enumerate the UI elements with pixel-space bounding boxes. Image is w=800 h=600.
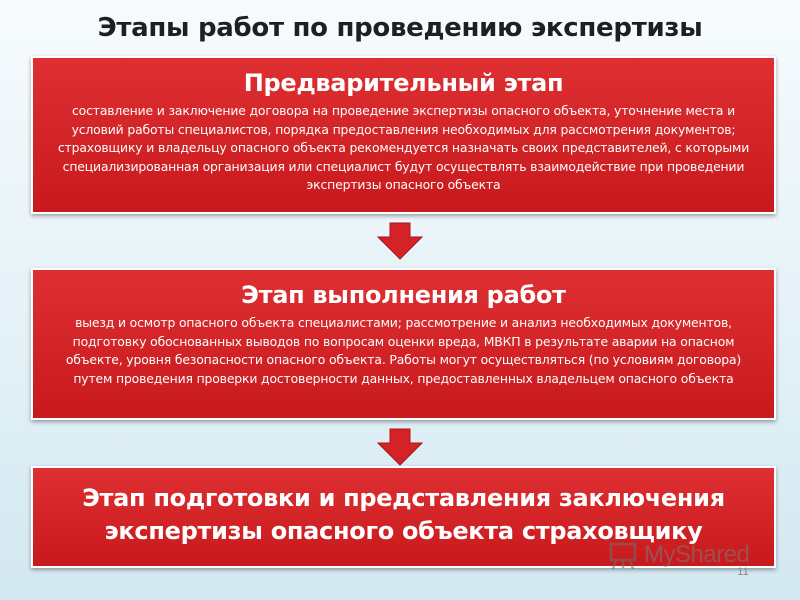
stage-title: Этап выполнения работ: [241, 281, 566, 309]
presentation-board-icon: [608, 540, 638, 570]
down-arrow-icon: [377, 222, 423, 260]
stage-title: Предварительный этап: [243, 69, 564, 97]
page-number: 11: [737, 566, 749, 578]
down-arrow-icon: [377, 428, 423, 466]
slide-title: Этапы работ по проведению экспертизы: [97, 13, 703, 43]
stage-preliminary: [31, 56, 776, 214]
stage-execution: [31, 268, 776, 420]
stage-description: выезд и осмотр опасного объекта специалистами; рассмотрение и анализ необходимых документов, подготовку обоснованных выводов по вопросам оценки вреда, МВКП в результате аварии на опасном объекте, уровня безопасности опасного объекта. Работы могут осуществляться (по условиям договора) путем проведения проверки достоверности данных, предоставленных владельцем опасного объекта: [65, 315, 742, 386]
stage-description: составление и заключение договора на проведение экспертизы опасного объекта, уточнение места и условий работы специалистов, порядка предоставления необходимых для рассмотрения документов; страховщику и владельцу опасного объекта рекомендуется назначать своих представителей, с которыми специализированная организация или специалист будут осуществлять взаимодействие при проведении экспертизы опасного объекта: [57, 103, 750, 193]
watermark-text: MyShared: [644, 541, 750, 568]
stage-title: Этап подготовки и представления заключения экспертизы опасного объекта страховщику: [82, 484, 725, 545]
